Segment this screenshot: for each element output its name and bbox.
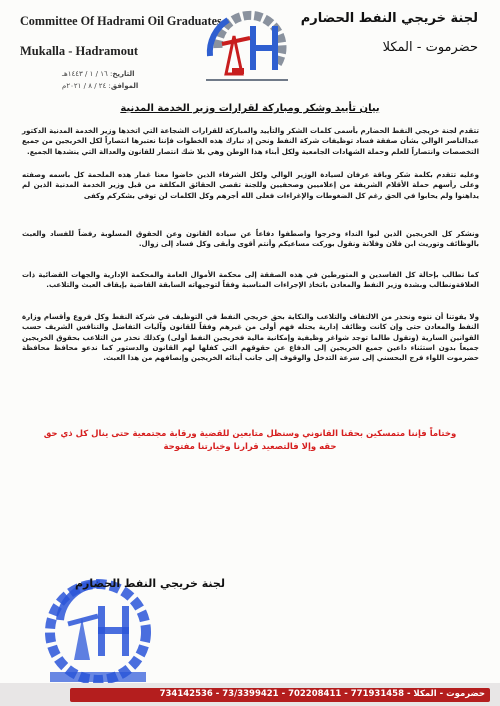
equiv-label: الموافق [110,82,139,90]
header-en-location: Mukalla - Hadramout [20,44,139,58]
signature-committee: لجنة خريجي النفط الحضارم [75,577,225,590]
statement-title: بيان تأييد وشكر ومباركة لقرارات وزير الخدمة المدنية [120,103,380,114]
footer-bar [0,683,500,706]
date-greg-row: الموافق: ٢٤ / ٨ / ٢٠٢١م [62,82,139,90]
paragraph-text: تتقدم لجنة خريجي النفط الحضارم بأسمى كلمات الشكر والتأييد والمباركة للقرارات الشجاعة التي اتخذها وزير الخدمة المدنية الدكتور عبدالناصر الوالي بشأن صفقة فساد توظيفات شركة النفط ونحن إذ نبارك هذه الخطوات فإننا نعتبرها انتصاراً لكل الخريجين من جميع التخصصات وانتصاراً للعلم وحملة الشهادات الجامعية ولكل أبناء هذا الوطن وهي بلا شك انتصار للقانون والعدالة التي ينشدها الجميع. [22,126,479,156]
footer-contact: حضرموت - المكلا - 771931458 - 702208411 - 73/3399421 - 734142536 [159,689,485,699]
paragraph-text: كما نطالب بإحالة كل الفاسدين و المتورطين في هذه الصفقة إلى محكمة الأموال العامة والمحكمة الإدارية والجهات القضائية ذات العلاقةونطالب وبشدة وزير النفط والمعادن باتخاذ الإجراءات المناسبة وفقاً لتوجيهاته السابقة القاضية بإيقاف العبث والتلاعب. [22,270,479,290]
body-paragraph-4 [22,270,479,291]
body-paragraph-2 [22,170,479,201]
paragraph-text: ونشكر كل الخريجين الذين لبوا النداء وخرجوا واصطفوا دفاعاً عن سيادة القانون وعن الحقوق المسلوبة رفضاً للفساد والعبث بالوظائف وتوريث ابن فلان وفلانة ونقول بوركت مساعيكم وأنتم أقوى وأبقى وكل فساد إلى زوال. [22,229,479,249]
committee-logo-icon [188,8,306,96]
date-greg: ٢٤ / ٨ / ٢٠٢١م [62,82,107,90]
date-hijri: ١٦ / ١ / ١٤٤٣هـ [62,70,108,78]
body-paragraph-5 [22,312,479,364]
header-ar-location: حضرموت - المكلا [382,40,478,55]
body-paragraph-3 [22,229,479,250]
header-ar-committee: لجنة خريجي النفط الحضارم [300,11,478,26]
date-label: التاريخ [112,70,135,78]
closing-statement: وختاماً فإننا متمسكين بحقنا القانوني وسنظل متابعين للقضية ورقابة مجتمعية حتى ينال كل ذي حق حقه وإلا فالتصعيد قرارنا وخيارتنا مفتوحة [43,429,457,452]
paragraph-text: وعليه تتقدم بكلمة شكر وباقة عرفان لسيادة الوزير الوالي ولكل الشرفاء الذين خاضوا معنا غمار هذه الملحمة كل باسمه وصفته وعلى رأسهم حملة الأقلام الشريفة من إعلاميين وصحفيين وللجنة تقصي الحقائق المكلفة من قبل وزير الخدمة المدنية الذين لم يداهنوا ولم يحابوا في الحق رغم كل الضغوطات والإغراءات فعلى الله أجرهم وكل الكلمات لن توفي بشكركم وكفى [22,170,479,200]
header-en-committee: Committee Of Hadrami Oil Graduates [20,14,222,28]
date-hijri-row: التاريخ: ١٦ / ١ / ١٤٤٣هـ [62,70,135,78]
body-paragraph-1 [22,126,479,157]
paragraph-text: ولا يفوتنا أن ننوه ونحذر من الالتفاف والتلاعب والنكاية بحق خريجي النفط في التوظيف في شركة النفط وكل فروع وأقسام وزارة النفط والمعادن حتى وإن كانت وظائف إدارية يحتله فهم أولى من غيرهم وفقاً للقانون وآليات التفاضل والتنافس الشريف حسب القوانين السارية (ونقول طالما توجد شواغر وظيفية وإمكانية مالية فخريجين النفط أولى) وكذلك نحذر من التلاعب بحقوق الخريجين جميعاً بدون استثناء داعين جميع الخريجين إلى الدفاع عن حقوقهم التي كفلها لهم القانون والدستور كما ندعو محافظ محافظة حضرموت اللواء فرج البحسني إلى سرعة التدخل والوقوف إلى جانب أبنائه الخريجين وإنصافهم من هذا العبث. [22,312,479,363]
